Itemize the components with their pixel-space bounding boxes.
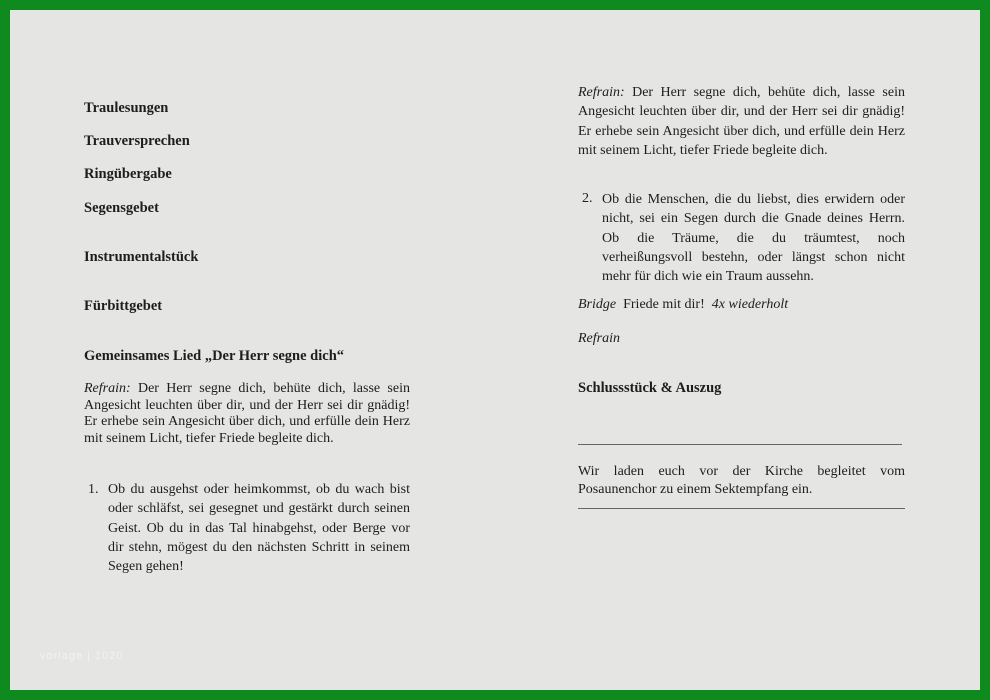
verse1-text: Ob du ausgehst oder heimkommst, ob du wach bist oder schläfst, sei gesegnet und gestärkt durch seinen Geist. Ob du in das Tal hinabgehst, oder Berge vor dir stehn, mögest du den nächsten Schritt in seinem Segen gehen! — [108, 482, 410, 575]
bridge-label: Bridge — [578, 297, 617, 312]
heading-fuerbittgebet: Fürbittgebet — [84, 298, 163, 314]
bridge-repeat: 4x wiederholt — [711, 297, 789, 312]
refrain-paragraph-right — [578, 83, 905, 160]
program-sheet — [10, 10, 980, 690]
verse2-number: 2. — [582, 191, 593, 206]
refrain-text: Der Herr segne dich, behüte dich, lasse sein Angesicht leuchten über dir, und der Herr sei dir gnädig! Er erhebe sein Angesicht über dich, und erfülle dein Herz mit seinem Licht, tiefer Friede begleite dich. — [84, 381, 410, 447]
heading-segensgebet: Segensgebet — [84, 200, 159, 216]
verse1-number: 1. — [88, 482, 99, 497]
divider-top — [578, 444, 902, 445]
heading-schlussstueck: Schlussstück & Auszug — [578, 380, 722, 396]
bridge-text: Friede mit dir! — [623, 297, 705, 312]
heading-trauversprechen: Trauversprechen — [84, 133, 190, 149]
heading-instrumentalstueck: Instrumentalstück — [84, 249, 199, 265]
invitation-text: Wir laden euch vor der Kirche begleitet vom Posaunenchor zu einem Sektempfang ein. — [578, 464, 905, 497]
refrain-repeat: Refrain — [578, 331, 620, 346]
refrain-text: Der Herr segne dich, behüte dich, lasse sein Angesicht leuchten über dir, und der Herr sei dir gnädig! Er erhebe sein Angesicht über dich, und erfülle dein Herz mit seinem Licht, tiefer Friede begleite dich. — [578, 85, 905, 158]
divider-bottom — [578, 508, 905, 509]
refrain-label: Refrain: — [84, 381, 131, 396]
watermark: vorlage | 1020 — [40, 650, 124, 662]
heading-gemeinsames-lied: Gemeinsames Lied „Der Herr segne dich“ — [84, 348, 345, 364]
verse2-text: Ob die Menschen, die du liebst, dies erwidern oder nicht, sei ein Segen durch die Gnade deines Herrn. Ob die Träume, die du träumtest, noch verheißungsvoll bestehn, oder längst schon nicht mehr für dich wie ein Traum aussehn. — [602, 192, 905, 285]
refrain-paragraph-left — [84, 381, 410, 448]
heading-ringuebergabe: Ringübergabe — [84, 166, 172, 182]
heading-traulesungen: Traulesungen — [84, 100, 169, 116]
bridge-line — [578, 297, 788, 313]
refrain-label: Refrain: — [578, 85, 625, 100]
